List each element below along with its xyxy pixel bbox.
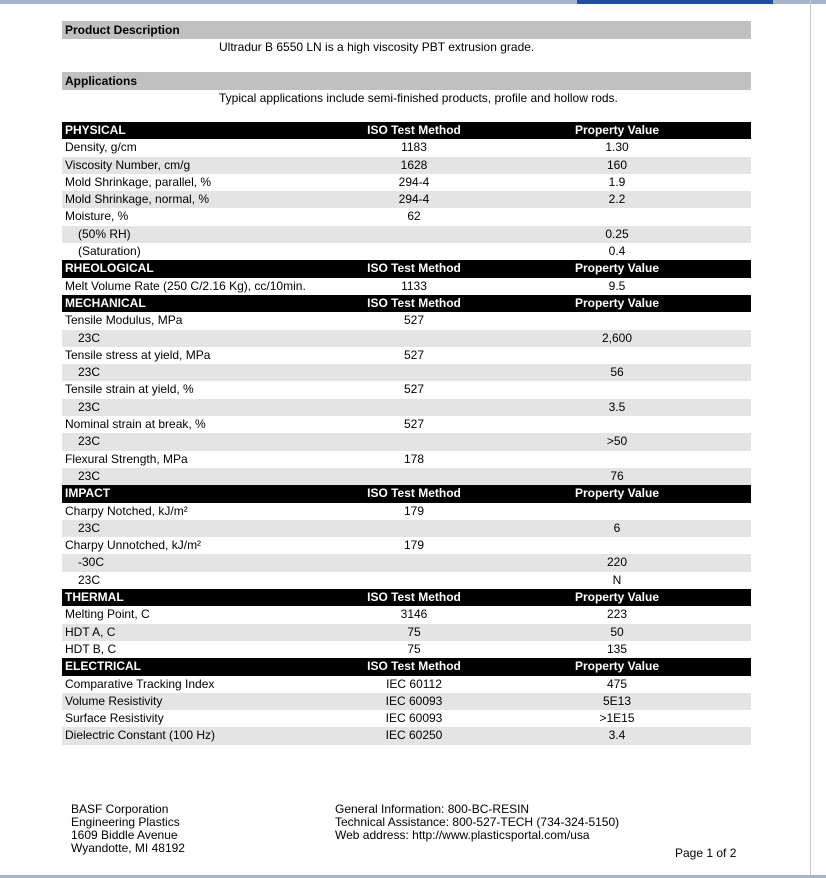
test-method: 527: [403, 347, 425, 362]
table-row: [62, 157, 751, 174]
test-method: ISO Test Method: [367, 123, 461, 137]
property-name: 23C: [78, 468, 101, 483]
test-method: 527: [403, 417, 425, 432]
table-row: [62, 641, 751, 658]
table-row: [62, 572, 751, 589]
property-value: Property Value: [574, 123, 660, 137]
section-title: MECHANICAL: [65, 295, 146, 310]
section-title: PHYSICAL: [65, 123, 126, 137]
property-value: Property Value: [574, 486, 660, 501]
property-name: HDT B, C: [65, 641, 117, 656]
table-row: [62, 278, 751, 295]
page-number: Page 1 of 2: [675, 846, 737, 860]
property-value: 475: [606, 676, 628, 691]
property-value: 3.4: [608, 728, 626, 743]
test-method: ISO Test Method: [367, 486, 461, 501]
property-name: Density, g/cm: [65, 140, 137, 155]
test-method: 75: [407, 641, 421, 656]
contact-line: General Information: 800-BC-RESIN: [335, 802, 530, 816]
property-value: 1.9: [608, 174, 626, 189]
property-value: Property Value: [574, 659, 660, 674]
property-value: Property Value: [574, 261, 660, 276]
contact-info: [335, 803, 619, 842]
test-method: ISO Test Method: [367, 590, 461, 605]
section-header-row: [62, 260, 751, 277]
property-value: N: [612, 572, 622, 587]
property-value: 0.4: [608, 244, 626, 259]
test-method: 527: [403, 313, 425, 328]
table-row: [62, 381, 751, 398]
test-method: IEC 60093: [385, 711, 443, 726]
property-value: 6: [613, 520, 621, 535]
property-name: Melt Volume Rate (250 C/2.16 Kg), cc/10min.: [65, 278, 306, 293]
company-line: BASF Corporation: [71, 802, 169, 816]
product-description-heading: Product Description: [62, 21, 751, 39]
property-name: Comparative Tracking Index: [65, 676, 215, 691]
test-method: IEC 60250: [385, 728, 443, 743]
test-method: ISO Test Method: [367, 261, 461, 276]
property-name: 23C: [78, 399, 101, 414]
test-method: 1183: [401, 140, 427, 155]
test-method: ISO Test Method: [367, 295, 461, 310]
property-value: 160: [606, 157, 628, 172]
test-method: 62: [407, 209, 421, 224]
table-row: [62, 399, 751, 416]
table-row: [62, 503, 751, 520]
section-header-row: [62, 485, 751, 502]
test-method: 3146: [400, 607, 428, 622]
company-line: Engineering Plastics: [71, 815, 180, 829]
applications-heading: Applications: [62, 72, 751, 90]
test-method: 294-4: [398, 192, 430, 207]
table-row: [62, 693, 751, 710]
property-value: 2,600: [601, 330, 633, 345]
table-row: [62, 191, 751, 208]
property-name: 23C: [78, 434, 101, 449]
table-row: [62, 330, 751, 347]
company-address: [71, 803, 185, 855]
property-value: Property Value: [574, 295, 660, 310]
property-name: 23C: [78, 330, 101, 345]
property-name: Tensile strain at yield, %: [65, 382, 194, 397]
test-method: 1133: [401, 278, 427, 293]
property-value: 1.30: [605, 140, 629, 155]
product-description-text: Ultradur B 6550 LN is a high viscosity PBT extrusion grade.: [219, 40, 535, 54]
table-row: [62, 208, 751, 225]
table-row: [62, 537, 751, 554]
property-name: (50% RH): [78, 226, 131, 241]
applications-text: Typical applications include semi-finished products, profile and hollow rods.: [219, 91, 618, 105]
table-row: [62, 364, 751, 381]
property-value: 56: [610, 365, 624, 380]
property-value: >50: [606, 434, 628, 449]
section-header-row: [62, 122, 751, 139]
property-name: Mold Shrinkage, parallel, %: [65, 174, 212, 189]
table-row: [62, 468, 751, 485]
property-name: -30C: [78, 555, 105, 570]
property-name: Surface Resistivity: [65, 711, 164, 726]
section-header-row: [62, 295, 751, 312]
table-row: [62, 727, 751, 744]
property-name: 23C: [78, 572, 101, 587]
test-method: 75: [407, 624, 421, 639]
property-value: 76: [610, 468, 624, 483]
property-name: 23C: [78, 520, 101, 535]
property-name: Dielectric Constant (100 Hz): [65, 728, 216, 743]
contact-line: Web address: http://www.plasticsportal.com/usa: [335, 828, 590, 842]
top-accent-bar: [577, 0, 773, 4]
test-method: 1628: [400, 157, 428, 172]
property-value: 3.5: [608, 399, 626, 414]
table-row: [62, 606, 751, 623]
test-method: 527: [403, 382, 425, 397]
property-name: Flexural Strength, MPa: [65, 451, 188, 466]
test-method: 179: [403, 538, 425, 553]
property-value: Property Value: [574, 590, 660, 605]
test-method: ISO Test Method: [367, 659, 461, 674]
table-row: [62, 451, 751, 468]
property-value: 2.2: [608, 192, 626, 207]
test-method: 179: [403, 503, 425, 518]
table-row: [62, 226, 751, 243]
section-title: RHEOLOGICAL: [65, 261, 154, 276]
property-name: Charpy Notched, kJ/m²: [65, 503, 188, 518]
table-row: [62, 676, 751, 693]
property-name: Moisture, %: [65, 209, 129, 224]
test-method: IEC 60093: [385, 693, 443, 708]
section-title: THERMAL: [65, 590, 124, 605]
property-value: 9.5: [608, 278, 626, 293]
property-name: Tensile stress at yield, MPa: [65, 347, 211, 362]
table-row: [62, 520, 751, 537]
property-value: 50: [610, 624, 624, 639]
property-name: Melting Point, C: [65, 607, 150, 622]
test-method: IEC 60112: [386, 676, 442, 691]
property-value: 220: [606, 555, 628, 570]
contact-line: Technical Assistance: 800-527-TECH (734-324-5150): [335, 815, 620, 829]
table-row: [62, 554, 751, 571]
property-name: Charpy Unnotched, kJ/m²: [65, 538, 202, 553]
table-row: [62, 312, 751, 329]
property-value: >1E15: [599, 711, 635, 726]
property-value: 135: [606, 641, 628, 656]
property-value: 5E13: [602, 693, 632, 708]
section-header-row: [62, 658, 751, 675]
section-header-row: [62, 589, 751, 606]
section-title: IMPACT: [65, 486, 111, 501]
section-title: ELECTRICAL: [65, 659, 141, 674]
table-row: [62, 624, 751, 641]
table-row: [62, 243, 751, 260]
page-right-edge: [810, 0, 811, 878]
table-row: [62, 710, 751, 727]
table-row: [62, 347, 751, 364]
properties-table: [62, 122, 751, 745]
table-row: [62, 139, 751, 156]
table-row: [62, 416, 751, 433]
test-method: 178: [403, 451, 425, 466]
test-method: 294-4: [398, 174, 430, 189]
table-row: [62, 174, 751, 191]
property-name: Mold Shrinkage, normal, %: [65, 192, 210, 207]
property-name: Viscosity Number, cm/g: [65, 157, 191, 172]
property-value: 223: [606, 607, 628, 622]
property-name: Nominal strain at break, %: [65, 417, 206, 432]
property-name: 23C: [78, 365, 101, 380]
company-line: 1609 Biddle Avenue: [71, 828, 178, 842]
company-line: Wyandotte, MI 48192: [71, 841, 185, 855]
property-value: 0.25: [605, 226, 629, 241]
property-name: Tensile Modulus, MPa: [65, 313, 183, 328]
property-name: HDT A, C: [65, 624, 116, 639]
property-name: Volume Resistivity: [65, 693, 163, 708]
property-name: (Saturation): [78, 244, 141, 259]
table-row: [62, 433, 751, 450]
